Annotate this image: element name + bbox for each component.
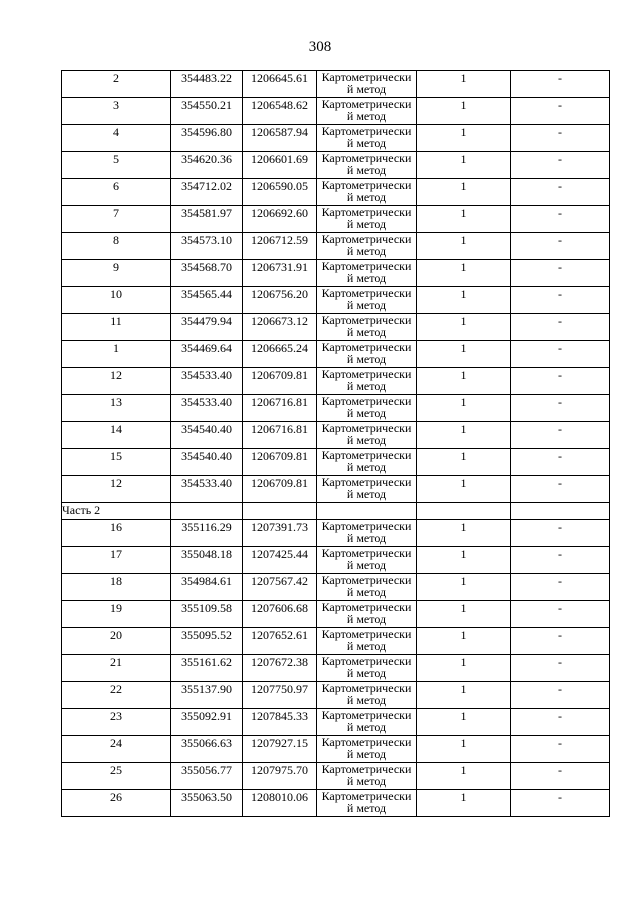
method-cell (317, 601, 417, 628)
description-cell: - (511, 98, 610, 125)
method-line-2: й метод (346, 136, 387, 150)
point-number-cell: 23 (62, 709, 171, 736)
description-cell: - (511, 736, 610, 763)
method-line-2: й метод (346, 433, 387, 447)
x-coordinate-cell: 354483.22 (171, 71, 243, 98)
point-number-cell: 2 (62, 71, 171, 98)
accuracy-cell: 1 (417, 98, 511, 125)
y-coordinate-cell: 1206665.24 (243, 341, 317, 368)
coordinates-table (61, 70, 610, 817)
accuracy-cell: 1 (417, 449, 511, 476)
table-row (62, 736, 610, 763)
method-line-1: Картометрически (321, 151, 412, 165)
point-number-cell: 15 (62, 449, 171, 476)
table-row (62, 422, 610, 449)
point-number-cell: 22 (62, 682, 171, 709)
table-row (62, 547, 610, 574)
method-cell (317, 790, 417, 817)
table-row (62, 655, 610, 682)
y-coordinate-cell: 1206712.59 (243, 233, 317, 260)
method-line-2: й метод (346, 163, 387, 177)
accuracy-cell: 1 (417, 395, 511, 422)
y-coordinate-cell: 1206756.20 (243, 287, 317, 314)
table-row (62, 287, 610, 314)
y-coordinate-cell: 1207391.73 (243, 520, 317, 547)
method-cell (317, 655, 417, 682)
accuracy-cell: 1 (417, 233, 511, 260)
description-cell: - (511, 628, 610, 655)
method-line-1: Картометрически (321, 124, 412, 138)
y-coordinate-cell: 1206645.61 (243, 71, 317, 98)
method-line-2: й метод (346, 298, 387, 312)
description-cell: - (511, 71, 610, 98)
method-line-2: й метод (346, 379, 387, 393)
y-coordinate-cell: 1207606.68 (243, 601, 317, 628)
description-cell: - (511, 763, 610, 790)
table-row (62, 628, 610, 655)
accuracy-cell: 1 (417, 790, 511, 817)
table-row (62, 476, 610, 503)
accuracy-cell: 1 (417, 736, 511, 763)
point-number-cell: 12 (62, 476, 171, 503)
point-number-cell: 20 (62, 628, 171, 655)
method-line-2: й метод (346, 352, 387, 366)
point-number-cell: 1 (62, 341, 171, 368)
x-coordinate-cell: 355109.58 (171, 601, 243, 628)
method-line-2: й метод (346, 612, 387, 626)
accuracy-cell: 1 (417, 422, 511, 449)
method-cell (317, 233, 417, 260)
method-line-1: Картометрически (321, 735, 412, 749)
table-row (62, 125, 610, 152)
y-coordinate-cell: 1206709.81 (243, 476, 317, 503)
accuracy-cell: 1 (417, 520, 511, 547)
method-line-1: Картометрически (321, 178, 412, 192)
description-cell: - (511, 547, 610, 574)
method-line-1: Картометрически (321, 313, 412, 327)
x-coordinate-cell: 354712.02 (171, 179, 243, 206)
description-cell: - (511, 682, 610, 709)
accuracy-cell: 1 (417, 260, 511, 287)
accuracy-cell: 1 (417, 314, 511, 341)
y-coordinate-cell: 1206731.91 (243, 260, 317, 287)
section-label: Часть 2 (62, 503, 171, 520)
method-cell (317, 152, 417, 179)
x-coordinate-cell: 355063.50 (171, 790, 243, 817)
method-cell (317, 736, 417, 763)
method-line-1: Картометрически (321, 546, 412, 560)
description-cell: - (511, 422, 610, 449)
table-row (62, 179, 610, 206)
method-line-2: й метод (346, 558, 387, 572)
accuracy-cell: 1 (417, 655, 511, 682)
description-cell: - (511, 341, 610, 368)
description-cell: - (511, 395, 610, 422)
point-number-cell: 7 (62, 206, 171, 233)
method-line-1: Картометрически (321, 573, 412, 587)
accuracy-cell: 1 (417, 476, 511, 503)
y-coordinate-cell: 1206673.12 (243, 314, 317, 341)
method-line-1: Картометрически (321, 70, 412, 84)
description-cell: - (511, 476, 610, 503)
method-cell (317, 71, 417, 98)
method-cell (317, 206, 417, 233)
x-coordinate-cell: 355137.90 (171, 682, 243, 709)
method-cell (317, 422, 417, 449)
description-cell: - (511, 655, 610, 682)
y-coordinate-cell: 1206692.60 (243, 206, 317, 233)
method-line-1: Картометрически (321, 519, 412, 533)
y-coordinate-cell: 1207652.61 (243, 628, 317, 655)
point-number-cell: 25 (62, 763, 171, 790)
x-coordinate-cell: 354469.64 (171, 341, 243, 368)
point-number-cell: 21 (62, 655, 171, 682)
x-coordinate-cell: 354533.40 (171, 395, 243, 422)
method-line-2: й метод (346, 774, 387, 788)
accuracy-cell: 1 (417, 152, 511, 179)
description-cell: - (511, 520, 610, 547)
point-number-cell: 11 (62, 314, 171, 341)
method-cell (317, 547, 417, 574)
y-coordinate-cell: 1206709.81 (243, 368, 317, 395)
x-coordinate-cell: 354581.97 (171, 206, 243, 233)
method-cell (317, 476, 417, 503)
point-number-cell: 18 (62, 574, 171, 601)
method-line-1: Картометрически (321, 232, 412, 246)
method-cell (317, 574, 417, 601)
x-coordinate-cell: 354533.40 (171, 368, 243, 395)
description-cell: - (511, 790, 610, 817)
x-coordinate-cell: 355161.62 (171, 655, 243, 682)
description-cell: - (511, 152, 610, 179)
method-line-2: й метод (346, 720, 387, 734)
y-coordinate-cell: 1207927.15 (243, 736, 317, 763)
accuracy-cell: 1 (417, 763, 511, 790)
table-row (62, 206, 610, 233)
accuracy-cell: 1 (417, 574, 511, 601)
y-coordinate-cell: 1208010.06 (243, 790, 317, 817)
method-line-2: й метод (346, 244, 387, 258)
method-line-1: Картометрически (321, 681, 412, 695)
table-row (62, 601, 610, 628)
x-coordinate-cell: 354479.94 (171, 314, 243, 341)
description-cell: - (511, 233, 610, 260)
x-coordinate-cell: 354540.40 (171, 449, 243, 476)
description-cell: - (511, 601, 610, 628)
method-cell (317, 260, 417, 287)
point-number-cell: 13 (62, 395, 171, 422)
method-cell (317, 314, 417, 341)
method-cell (317, 628, 417, 655)
method-line-1: Картометрически (321, 654, 412, 668)
point-number-cell: 14 (62, 422, 171, 449)
y-coordinate-cell: 1207750.97 (243, 682, 317, 709)
accuracy-cell: 1 (417, 71, 511, 98)
table-row (62, 709, 610, 736)
point-number-cell: 10 (62, 287, 171, 314)
method-line-1: Картометрически (321, 286, 412, 300)
x-coordinate-cell: 354540.40 (171, 422, 243, 449)
method-line-1: Картометрически (321, 448, 412, 462)
table-row (62, 152, 610, 179)
point-number-cell: 12 (62, 368, 171, 395)
x-coordinate-cell: 354596.80 (171, 125, 243, 152)
table-row (62, 763, 610, 790)
method-cell (317, 125, 417, 152)
page-number: 308 (308, 39, 332, 55)
method-line-2: й метод (346, 190, 387, 204)
method-line-2: й метод (346, 693, 387, 707)
method-cell (317, 98, 417, 125)
point-number-cell: 8 (62, 233, 171, 260)
table-row (62, 790, 610, 817)
method-cell (317, 341, 417, 368)
y-coordinate-cell: 1206716.81 (243, 395, 317, 422)
table-row (62, 574, 610, 601)
point-number-cell: 5 (62, 152, 171, 179)
x-coordinate-cell: 354573.10 (171, 233, 243, 260)
table-row (62, 449, 610, 476)
method-line-1: Картометрически (321, 97, 412, 111)
x-coordinate-cell: 355056.77 (171, 763, 243, 790)
method-cell (317, 179, 417, 206)
method-line-2: й метод (346, 639, 387, 653)
table-row (62, 520, 610, 547)
table-row (62, 260, 610, 287)
x-coordinate-cell: 354568.70 (171, 260, 243, 287)
description-cell: - (511, 574, 610, 601)
x-coordinate-cell: 354620.36 (171, 152, 243, 179)
method-line-2: й метод (346, 531, 387, 545)
method-line-1: Картометрически (321, 627, 412, 641)
point-number-cell: 16 (62, 520, 171, 547)
method-line-2: й метод (346, 406, 387, 420)
accuracy-cell: 1 (417, 547, 511, 574)
method-line-2: й метод (346, 82, 387, 96)
accuracy-cell: 1 (417, 341, 511, 368)
method-line-1: Картометрически (321, 421, 412, 435)
method-cell (317, 449, 417, 476)
y-coordinate-cell: 1206601.69 (243, 152, 317, 179)
section-row (62, 503, 610, 520)
description-cell: - (511, 260, 610, 287)
y-coordinate-cell: 1206548.62 (243, 98, 317, 125)
point-number-cell: 17 (62, 547, 171, 574)
y-coordinate-cell: 1206709.81 (243, 449, 317, 476)
method-line-1: Картометрически (321, 205, 412, 219)
method-line-2: й метод (346, 460, 387, 474)
method-cell (317, 682, 417, 709)
description-cell: - (511, 287, 610, 314)
method-line-2: й метод (346, 666, 387, 680)
table-row (62, 71, 610, 98)
method-line-2: й метод (346, 109, 387, 123)
x-coordinate-cell: 354565.44 (171, 287, 243, 314)
empty-cell (243, 503, 317, 520)
method-line-1: Картометрически (321, 259, 412, 273)
method-line-2: й метод (346, 325, 387, 339)
method-line-2: й метод (346, 801, 387, 815)
y-coordinate-cell: 1206587.94 (243, 125, 317, 152)
method-line-1: Картометрически (321, 394, 412, 408)
y-coordinate-cell: 1206716.81 (243, 422, 317, 449)
empty-cell (171, 503, 243, 520)
method-cell (317, 287, 417, 314)
y-coordinate-cell: 1207975.70 (243, 763, 317, 790)
accuracy-cell: 1 (417, 368, 511, 395)
y-coordinate-cell: 1207672.38 (243, 655, 317, 682)
table-row (62, 368, 610, 395)
method-line-2: й метод (346, 271, 387, 285)
point-number-cell: 4 (62, 125, 171, 152)
x-coordinate-cell: 355095.52 (171, 628, 243, 655)
method-cell (317, 763, 417, 790)
method-line-1: Картометрически (321, 708, 412, 722)
description-cell: - (511, 709, 610, 736)
description-cell: - (511, 449, 610, 476)
method-line-2: й метод (346, 487, 387, 501)
point-number-cell: 6 (62, 179, 171, 206)
point-number-cell: 26 (62, 790, 171, 817)
y-coordinate-cell: 1207567.42 (243, 574, 317, 601)
point-number-cell: 3 (62, 98, 171, 125)
table-body (62, 71, 610, 817)
x-coordinate-cell: 355066.63 (171, 736, 243, 763)
accuracy-cell: 1 (417, 601, 511, 628)
point-number-cell: 24 (62, 736, 171, 763)
method-cell (317, 709, 417, 736)
method-cell (317, 520, 417, 547)
x-coordinate-cell: 355092.91 (171, 709, 243, 736)
table-row (62, 682, 610, 709)
empty-cell (417, 503, 511, 520)
method-line-1: Картометрически (321, 475, 412, 489)
description-cell: - (511, 179, 610, 206)
accuracy-cell: 1 (417, 206, 511, 233)
table-row (62, 341, 610, 368)
y-coordinate-cell: 1207845.33 (243, 709, 317, 736)
table-row (62, 98, 610, 125)
x-coordinate-cell: 354533.40 (171, 476, 243, 503)
x-coordinate-cell: 355048.18 (171, 547, 243, 574)
description-cell: - (511, 206, 610, 233)
table-row (62, 233, 610, 260)
x-coordinate-cell: 354984.61 (171, 574, 243, 601)
description-cell: - (511, 314, 610, 341)
table-row (62, 395, 610, 422)
point-number-cell: 9 (62, 260, 171, 287)
accuracy-cell: 1 (417, 179, 511, 206)
method-line-1: Картометрически (321, 789, 412, 803)
method-line-2: й метод (346, 585, 387, 599)
method-line-2: й метод (346, 747, 387, 761)
accuracy-cell: 1 (417, 709, 511, 736)
method-cell (317, 368, 417, 395)
description-cell: - (511, 368, 610, 395)
table-row (62, 314, 610, 341)
method-line-1: Картометрически (321, 367, 412, 381)
y-coordinate-cell: 1206590.05 (243, 179, 317, 206)
point-number-cell: 19 (62, 601, 171, 628)
empty-cell (317, 503, 417, 520)
empty-cell (511, 503, 610, 520)
method-line-2: й метод (346, 217, 387, 231)
y-coordinate-cell: 1207425.44 (243, 547, 317, 574)
method-line-1: Картометрически (321, 600, 412, 614)
method-line-1: Картометрически (321, 340, 412, 354)
accuracy-cell: 1 (417, 682, 511, 709)
description-cell: - (511, 125, 610, 152)
x-coordinate-cell: 355116.29 (171, 520, 243, 547)
accuracy-cell: 1 (417, 628, 511, 655)
method-cell (317, 395, 417, 422)
x-coordinate-cell: 354550.21 (171, 98, 243, 125)
accuracy-cell: 1 (417, 125, 511, 152)
method-line-1: Картометрически (321, 762, 412, 776)
accuracy-cell: 1 (417, 287, 511, 314)
